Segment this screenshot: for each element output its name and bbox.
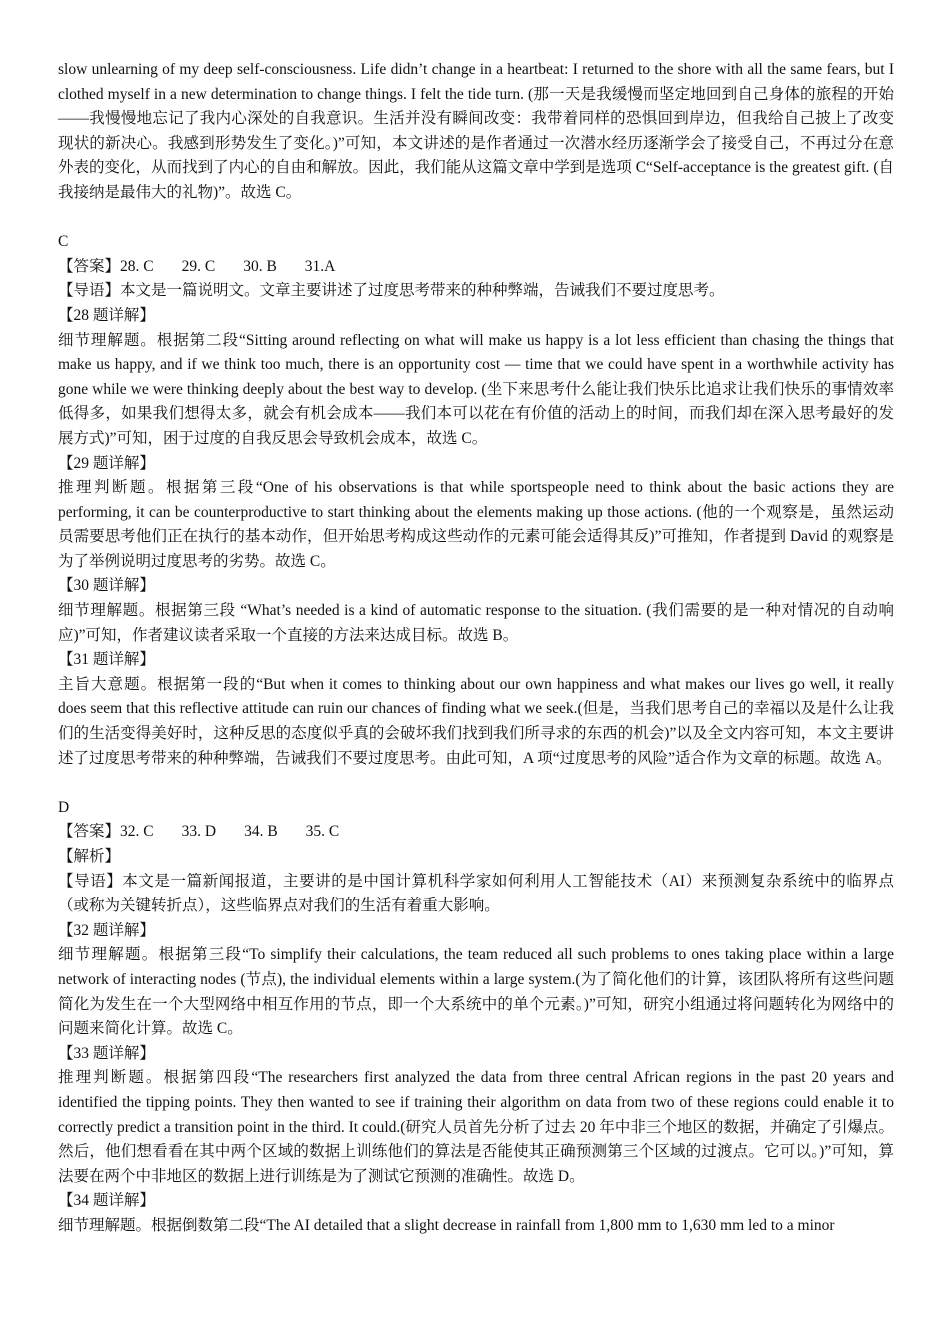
spacer — [58, 206, 894, 231]
answer-label: 【答案】 — [58, 257, 121, 275]
answer-34: 34. B — [244, 823, 278, 841]
q29-explanation: 推理判断题。根据第三段“One of his observations is that while sportspeople need to think about the basic actions they are performing, it can be counterproductive to start thinking about the elements making up those actions. (他的一个观察是，虽然运动员需要思考他们正在执行的基本动作，但开始思考构成这些动作的元素可能会适得其反)”可推知，作者提到 David 的观察是为了举例说明过度思考的劣势。故选 C。 — [58, 479, 894, 570]
answer-31: 31.A — [304, 257, 336, 275]
q31-heading: 【31 题详解】 — [58, 651, 155, 669]
section-d-intro: 【导语】本文是一篇新闻报道，主要讲的是中国计算机科学家如何利用人工智能技术（AI）来预测复杂系统中的临界点（或称为关键转折点），这些临界点对我们的生活有着重大影响。 — [58, 872, 894, 915]
q28-explanation: 细节理解题。根据第二段“Sitting around reflecting on what will make us happy is a lot less efficient than chasing the things that make us happy, and if we think too much, there is an opportunity cost — time that we could have spent in a worthwhile activity has gone while we were thinking deeply about the best way to develop. (坐下来思考什么能让我们快乐比追求让我们快乐的事情效率低得多，如果我们想得太多，就会有机会成本——我们本可以花在有价值的活动上的时间，而我们却在深入思考最好的发展方式)”可知，困于过度的自我反思会导致机会成本，故选 C。 — [58, 331, 894, 447]
q31-explanation: 主旨大意题。根据第一段的“But when it comes to thinking about our own happiness and what makes our lives go well, it really does seem that this reflective attitude can ruin our chances of finding what we seek.(但是，当我们思考自己的幸福以及是什么让我们的生活变得美好时，这种反思的态度似乎真的会破坏我们找到我们所寻求的东西的机会)”以及全文内容可知，本文主要讲述了过度思考带来的种种弊端，告诫我们不要过度思考。由此可知，A 项“过度思考的风险”适合作为文章的标题。故选 A。 — [58, 675, 894, 767]
q32-heading: 【32 题详解】 — [58, 921, 155, 939]
section-d-analysis-label: 【解析】 — [58, 848, 121, 865]
q33-explanation: 推理判断题。根据第四段“The researchers first analyzed the data from three central African regions in the past 20 years and identified the tipping points. They then wanted to see if training their algorithm on data from two of these regions could enable it to correctly predict a transition point in the third. It could.(研究人员首先分析了过去 20 年中非三个地区的数据，并确定了引爆点。然后，他们想看看在其中两个区域的数据上训练他们的算法是否能使其正确预测第三个区域的过渡点。它可以。)”可知，算法要在两个中非地区的数据上进行训练是为了测试它预测的准确性。故选 D。 — [58, 1069, 894, 1185]
answer-29: 29. C — [181, 257, 216, 275]
q34-explanation: 细节理解题。根据倒数第二段“The AI detailed that a slight decrease in rainfall from 1,800 mm to 1,630 mm led to a minor — [58, 1216, 835, 1234]
answer-33: 33. D — [181, 823, 217, 841]
q29-heading: 【29 题详解】 — [58, 454, 155, 472]
answer-30: 30. B — [243, 257, 277, 275]
section-c-answers — [58, 255, 894, 280]
answer-28: 28. C — [120, 257, 154, 275]
q28-heading: 【28 题详解】 — [58, 306, 155, 324]
q30-explanation: 细节理解题。根据第三段 “What’s needed is a kind of automatic response to the situation. (我们需要的是一种对情况的自动响应)”可知，作者建议读者采取一个直接的方法来达成目标。故选 B。 — [58, 602, 894, 644]
answer-35: 35. C — [305, 823, 340, 841]
spacer — [58, 771, 894, 796]
q33-heading: 【33 题详解】 — [58, 1044, 155, 1062]
section-b-conclusion: slow unlearning of my deep self-consciousness. Life didn’t change in a heartbeat: I returned to the shore with all the same fears, but I clothed myself in a new determination to change things. I felt the tide turn. (那一天是我缓慢而坚定地回到自己身体的旅程的开始——我慢慢地忘记了我内心深处的自我意识。生活并没有瞬间改变：我带着同样的恐惧回到岸边，但我给自己披上了改变现状的新决心。我感到形势发生了变化。)”可知，本文讲述的是作者通过一次潜水经历逐渐学会了接受自己，不再过分在意外表的变化，从而找到了内心的自由和解放。因此，我们能从这篇文章中学到是选项 C“Self-acceptance is the greatest gift. (自我接纳是最伟大的礼物)”。故选 C。 — [58, 61, 894, 201]
section-c-letter: C — [58, 233, 69, 251]
section-d-letter: D — [58, 798, 70, 816]
answer-label: 【答案】 — [58, 823, 121, 841]
q30-heading: 【30 题详解】 — [58, 577, 155, 595]
q34-heading: 【34 题详解】 — [58, 1192, 155, 1210]
answer-32: 32. C — [120, 823, 154, 841]
q32-explanation: 细节理解题。根据第三段“To simplify their calculations, the team reduced all such problems to ones taking place within a large network of interacting nodes (节点), the individual elements within a large system.(为了简化他们的计算，该团队将所有这些问题简化为发生在一个大型网络中相互作用的节点，即一个大系统中的单个元素。)”可知，研究小组通过将问题转化为网络中的问题来简化计算。故选 C。 — [58, 946, 894, 1038]
section-d-answers — [58, 820, 894, 845]
section-c-intro: 【导语】本文是一篇说明文。文章主要讲述了过度思考带来的种种弊端，告诫我们不要过度思考。 — [58, 282, 725, 300]
